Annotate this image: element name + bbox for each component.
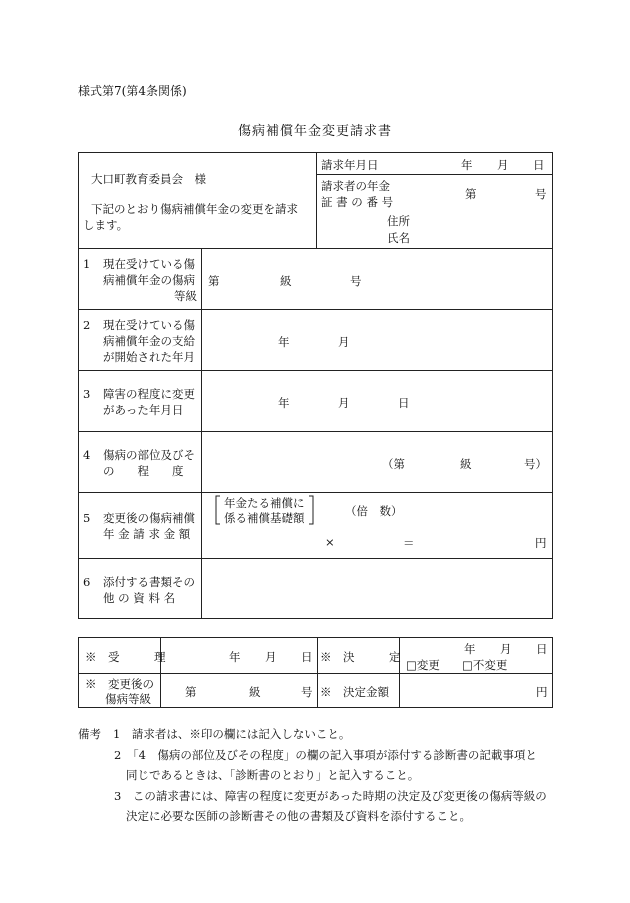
cert-number-go[interactable]: 号 [535,187,547,201]
cert-number-dai[interactable]: 第 [465,187,477,201]
office-use-table [78,637,553,708]
name-label[interactable]: 氏名 [387,231,410,245]
row5-label-cell: 5 変更後の傷病補償 年 金 請 求 金 額 [79,493,202,559]
note-2b: 同じであるときは、「診断書のとおり」と記入すること。 [126,768,420,782]
decision-label-cell: ※ 決 定 [318,638,400,674]
times-sign: × [325,535,335,549]
bracket-left-icon [215,495,221,525]
amount-value-cell: 円 [400,674,553,708]
multiple-label: （倍 数） [345,504,403,518]
yen-unit: 円 [535,536,547,550]
request-date-month[interactable]: 月 [497,158,509,172]
request-text-line1: 下記のとおり傷病補償年金の変更を請求 [91,202,298,216]
row6-value-cell[interactable] [202,559,553,619]
decision-value-cell: 年 月 日 □変更 □不変更 [400,638,553,674]
request-date-label: 請求年月日 [321,158,379,172]
row1-value-cell[interactable]: 第 級 号 [202,249,553,310]
note-3a: 3 この請求書には、障害の程度に変更があった時期の決定及び変更後の傷病等級の [114,788,547,803]
row4-value-cell[interactable]: （第 級 号） [202,432,553,493]
no-change-checkbox: □不変更 [462,658,508,672]
grade-value-cell: 第 級 号 [161,674,318,708]
amount-label-cell: ※ 決定金額 [318,674,400,708]
receipt-label-cell: ※ 受 理 [79,638,161,674]
base-amount-label-1: 年金たる補償に [224,496,305,510]
notes-head: 備考 [78,727,101,741]
row3-value-cell[interactable]: 年 月 日 [202,371,553,432]
equals-sign: ＝ [403,536,415,550]
row5-value-cell[interactable] [202,493,553,559]
cert-label-line1: 請求者の年金 [321,179,390,193]
note-3b: 決定に必要な医師の診断書その他の書類及び資料を添付すること。 [126,809,471,823]
request-text-line2: します。 [83,218,129,232]
address-label[interactable]: 住所 [387,214,410,228]
bracket-right-icon [308,495,314,525]
addressee: 大口町教育委員会 様 [91,172,206,186]
row2-value-cell[interactable]: 年 月 [202,310,553,371]
request-date-day[interactable]: 日 [533,158,545,172]
form-title: 傷病補償年金変更請求書 [237,124,392,139]
addressee-cell [79,153,317,249]
grade-label-cell: ※ 変更後の 傷病等級 [79,674,161,708]
request-date-year[interactable]: 年 [461,158,473,172]
applicant-info-cell [317,153,553,249]
note-1: 1 請求者は、※印の欄には記入しないこと。 [113,727,351,741]
note-2a: 2 「4 傷病の部位及びその程度」の欄の記入事項が添付する診断書の記載事項と [114,747,537,762]
main-form-table [78,152,553,619]
row1-label-cell: 1 現在受けている傷 病補償年金の傷病 等級 [79,249,202,310]
row6-label-cell: 6 添付する書類その 他 の 資 料 名 [79,559,202,619]
base-amount-label-2: 係る補償基礎額 [224,511,305,525]
row2-label-cell: 2 現在受けている傷 病補償年金の支給 が開始された年月 [79,310,202,371]
cert-label-line2: 証 書 の 番 号 [321,195,394,209]
row3-label-cell: 3 障害の程度に変更 があった年月日 [79,371,202,432]
row4-label-cell: 4 傷病の部位及びそ の 程 度 [79,432,202,493]
form-number: 様式第7(第4条関係) [78,84,187,98]
notes [78,724,547,827]
change-checkbox: □変更 [406,658,440,672]
receipt-date-cell: 年 月 日 [161,638,318,674]
